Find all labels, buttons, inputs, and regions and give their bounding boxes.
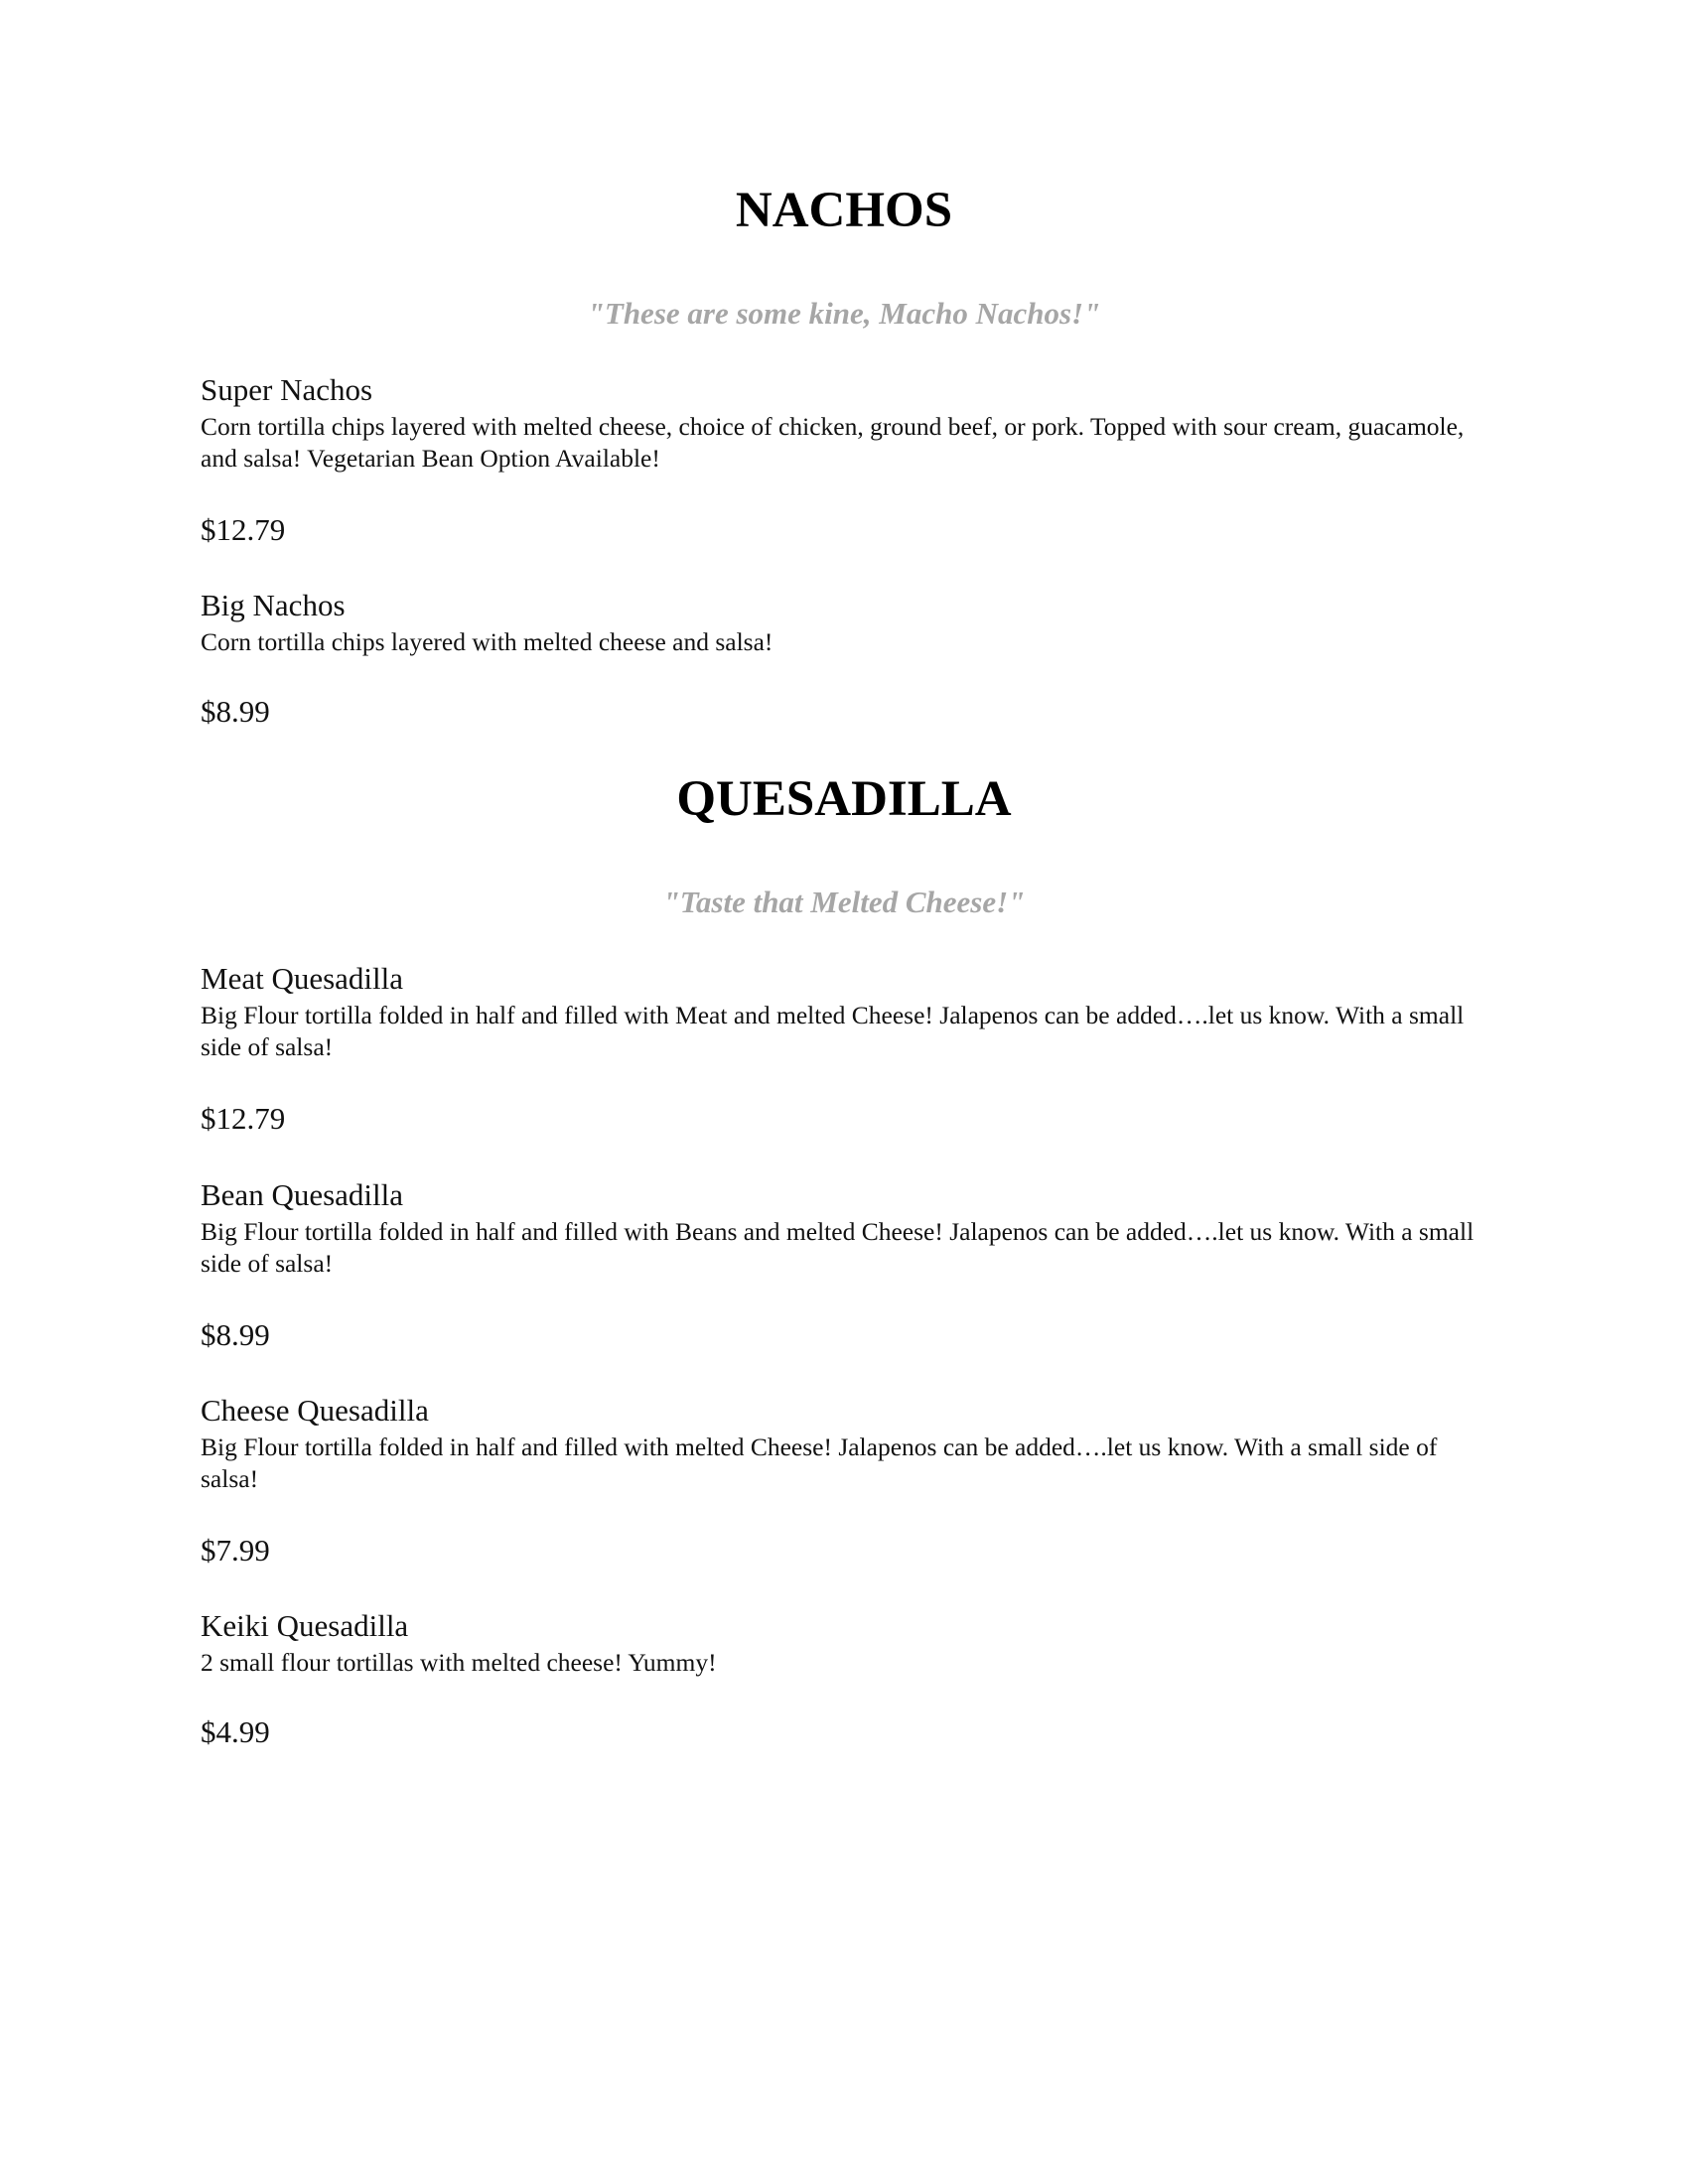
- item-description: Corn tortilla chips layered with melted cheese and salsa!: [201, 627, 774, 656]
- item-description: 2 small flour tortillas with melted cheese! Yummy!: [201, 1648, 717, 1677]
- item-price: $8.99: [201, 694, 270, 729]
- item-name: Keiki Quesadilla: [201, 1608, 409, 1643]
- item-price: $8.99: [201, 1317, 270, 1352]
- item-name: Super Nachos: [201, 372, 373, 407]
- section-tagline-nachos: "These are some kine, Macho Nachos!": [587, 296, 1101, 331]
- item-price: $12.79: [201, 1101, 286, 1136]
- item-price: $7.99: [201, 1533, 270, 1568]
- item-description: Big Flour tortilla folded in half and filled with melted Cheese! Jalapenos can be added….let us know. With a small side of salsa!: [201, 1433, 1438, 1493]
- item-name: Bean Quesadilla: [201, 1177, 404, 1212]
- item-name: Meat Quesadilla: [201, 961, 404, 996]
- section-tagline-quesadilla: "Taste that Melted Cheese!": [662, 885, 1026, 919]
- item-price: $12.79: [201, 512, 286, 547]
- item-name: Cheese Quesadilla: [201, 1393, 429, 1428]
- item-description: Corn tortilla chips layered with melted cheese, choice of chicken, ground beef, or pork. Topped with sour cream, guacamole, and salsa! Vegetarian Bean Option Available!: [201, 412, 1465, 473]
- section-title-quesadilla: QUESADILLA: [676, 771, 1012, 827]
- item-description: Big Flour tortilla folded in half and filled with Meat and melted Cheese! Jalapenos can be added….let us know. With a small side of salsa!: [201, 1001, 1465, 1061]
- section-title-nachos: NACHOS: [735, 183, 953, 238]
- item-name: Big Nachos: [201, 588, 346, 622]
- item-description: Big Flour tortilla folded in half and filled with Beans and melted Cheese! Jalapenos can be added….let us know. With a small side of salsa!: [201, 1217, 1475, 1278]
- item-price: $4.99: [201, 1714, 270, 1749]
